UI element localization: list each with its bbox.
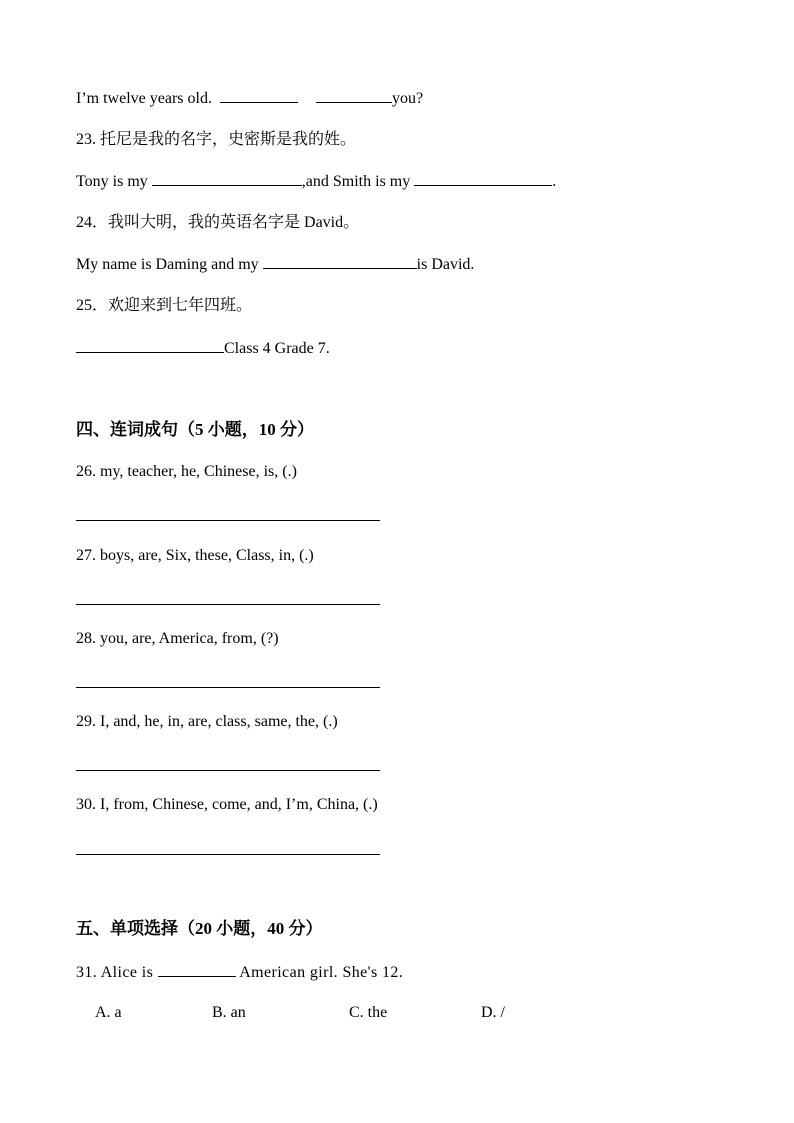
- section4-title: 四、连词成句（5 小题，10 分）: [76, 420, 314, 439]
- q22-text: I’m twelve years old.: [76, 90, 212, 107]
- q25-prompt: [76, 296, 252, 316]
- q24-answer-line: [76, 254, 474, 275]
- q23-blank-1[interactable]: [152, 171, 302, 186]
- q24-number: 24．: [76, 214, 109, 231]
- q22-blank-2[interactable]: [316, 88, 392, 103]
- q29-text: 29. I, and, he, in, are, class, same, the, (.): [76, 713, 338, 730]
- q26-text: 26. my, teacher, he, Chinese, is, (.): [76, 463, 297, 480]
- q23-end: .: [552, 173, 557, 190]
- q27-text: 27. boys, are, Six, these, Class, in, (.): [76, 547, 314, 564]
- q22-answer-line: [76, 88, 423, 109]
- q31-stem: [76, 962, 403, 983]
- q25-blank[interactable]: [76, 338, 224, 353]
- q24-part2: is David.: [416, 256, 475, 273]
- q27-answer-line[interactable]: [76, 604, 380, 605]
- q25-number: 25．: [76, 297, 109, 314]
- q29-answer-line[interactable]: [76, 770, 380, 771]
- q23-part2: ,and Smith is my: [301, 173, 411, 190]
- q31-option-a[interactable]: A. a: [95, 1004, 122, 1021]
- q28-answer-line[interactable]: [76, 687, 380, 688]
- q31-option-d[interactable]: D. /: [481, 1004, 505, 1021]
- q24-blank[interactable]: [263, 254, 417, 269]
- q23-number: 23.: [76, 131, 96, 148]
- q30-text: 30. I, from, Chinese, come, and, I’m, China, (.): [76, 796, 378, 813]
- q31-blank[interactable]: [158, 962, 236, 977]
- section5-title: 五、单项选择（20 小题，40 分）: [76, 919, 323, 938]
- q25-answer-line: [76, 338, 330, 359]
- q23-prompt-text: 托尼是我的名字，史密斯是我的姓。: [100, 131, 357, 148]
- q24-prompt: [76, 213, 359, 233]
- q31-part2: American girl. She's 12.: [239, 964, 404, 981]
- q30-answer-line[interactable]: [76, 854, 380, 855]
- q28-text: 28. you, are, America, from, (?): [76, 630, 279, 647]
- q24-part1: My name is Daming and my: [76, 256, 259, 273]
- q23-prompt: [76, 130, 356, 150]
- q31-option-c[interactable]: C. the: [349, 1004, 388, 1021]
- q22-blank-1[interactable]: [220, 88, 298, 103]
- q23-blank-2[interactable]: [414, 171, 552, 186]
- q26-answer-line[interactable]: [76, 520, 380, 521]
- q25-tail: Class 4 Grade 7.: [224, 340, 330, 357]
- q22-tail: you?: [391, 90, 424, 107]
- q24-prompt-text: 我叫大明，我的英语名字是 David。: [108, 214, 360, 231]
- q23-part1: Tony is my: [76, 173, 148, 190]
- q23-answer-line: [76, 171, 556, 192]
- q31-option-b[interactable]: B. an: [212, 1004, 246, 1021]
- q31-part1: 31. Alice is: [76, 964, 154, 981]
- q25-prompt-text: 欢迎来到七年四班。: [108, 297, 253, 314]
